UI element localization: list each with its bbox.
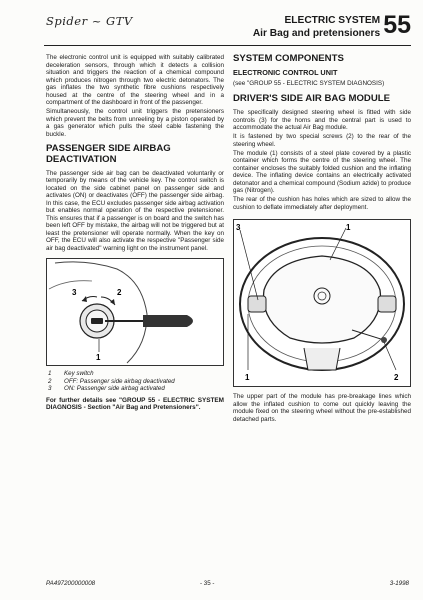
figure-label-2: 2 [117, 288, 122, 298]
reference-note: For further details see "GROUP 55 - ELECTRIC SYSTEM DIAGNOSIS - Section "Air Bag and Pretensioners". [46, 396, 224, 412]
subsection-heading: ELECTRONIC CONTROL UNIT [233, 67, 338, 77]
header-rule [44, 45, 411, 46]
paragraph: It is fastened by two special screws (2) to the rear of the steering wheel. [233, 133, 411, 148]
key-switch-figure [46, 258, 224, 366]
brand-logo: Spider ~ GTV [46, 14, 133, 28]
figure-label-1: 1 [96, 353, 101, 363]
see-note: (see "GROUP 55 - ELECTRIC SYSTEM DIAGNOSIS) [233, 79, 385, 87]
paragraph: Simultaneously, the control unit triggers the pretensioners which prevent the belts from unreeling by a piston operated by a gas generator which pulls the steel cable fastening the buckle. [46, 108, 224, 138]
section-heading: SYSTEM COMPONENTS [233, 53, 344, 64]
figure-caption-list [46, 370, 224, 393]
steering-wheel-figure [233, 219, 411, 387]
footer-date: 3-1998 [389, 580, 409, 587]
caption-text: Key switch [64, 370, 94, 378]
caption-item [46, 370, 224, 378]
caption-item [46, 378, 224, 386]
figure-label-1-top: 1 [346, 223, 351, 233]
footer-code: PA497200000008 [46, 580, 96, 587]
figure-label-1: 1 [245, 373, 250, 383]
steering-wheel-illustration [234, 220, 410, 386]
caption-item [46, 385, 224, 393]
figure-label-3: 3 [72, 288, 77, 298]
section-heading: PASSENGER SIDE AIRBAG DEACTIVATION [46, 143, 171, 165]
section-number: 55 [383, 11, 411, 39]
page-header [253, 12, 411, 40]
paragraph: The passenger side air bag can be deactivated voluntarily or temporarily by means of the vehicle key. The control switch is located on the side cabinet panel on passenger side and activates (ON) or deactivates (OFF) the passenger side airbag. In this case, the ECU excludes passenger side airbag activation but enables normal operation of the respective pretensioner. This ensures that if a passenger is on board and the switch has been left OFF by mistake, the airbag will not be triggered but at least the pretensioner will operate normally. When the key on OFF, the ECU will also activate the respective "Passenger side air bag deactivated" warning light on the instrument panel. [46, 169, 224, 252]
paragraph: The electronic control unit is equipped with suitably calibrated deceleration sensors, through which it detects a collision situation and triggers the reaction of a chemical compound which produces nitrogen through two electric detonators. The gas inflates the two synthetic fibre cushions respectively housed at the centre of the steering wheel and in a compartment of the dashboard in front of the passenger. [46, 54, 224, 106]
right-column [233, 54, 411, 425]
left-column [46, 54, 224, 413]
paragraph: The rear of the cushion has holes which are sized to allow the cushion to deflate immediately after deployment. [233, 196, 411, 211]
paragraph: The module (1) consists of a steel plate covered by a plastic container which forms the centre of the steering wheel. The container encloses the suitably folded cushion and the inflating device. The inflating device contains an electrically activated detonator and a chemical compound (Sodium azide) to produce gas (Nitrogen). [233, 149, 411, 195]
caption-number: 3 [48, 385, 52, 393]
key-switch-illustration [47, 259, 223, 365]
page-number: - 35 - [200, 580, 215, 587]
figure-label-2: 2 [394, 373, 399, 383]
section-heading: DRIVER'S SIDE AIR BAG MODULE [233, 93, 391, 105]
paragraph: The specifically designed steering wheel is fitted with side controls (3) for the horns and the central part is used to accommodate the actual Air Bag module. [233, 109, 411, 132]
figure-label-3: 3 [236, 223, 241, 233]
header-title [253, 15, 380, 40]
caption-number: 1 [48, 370, 52, 378]
caption-text: ON: Passenger side airbag activated [64, 385, 165, 393]
paragraph: The upper part of the module has pre-breakage lines which allow the inflated cushion to come out quickly leaving the module fixed on the steering wheel without the pre-established detached parts. [233, 393, 411, 423]
header-title-line1: ELECTRIC SYSTEM [284, 15, 381, 26]
caption-number: 2 [48, 377, 52, 385]
header-title-line2: Air Bag and pretensioners [252, 27, 381, 39]
caption-text: OFF: Passenger side airbag deactivated [64, 377, 175, 385]
